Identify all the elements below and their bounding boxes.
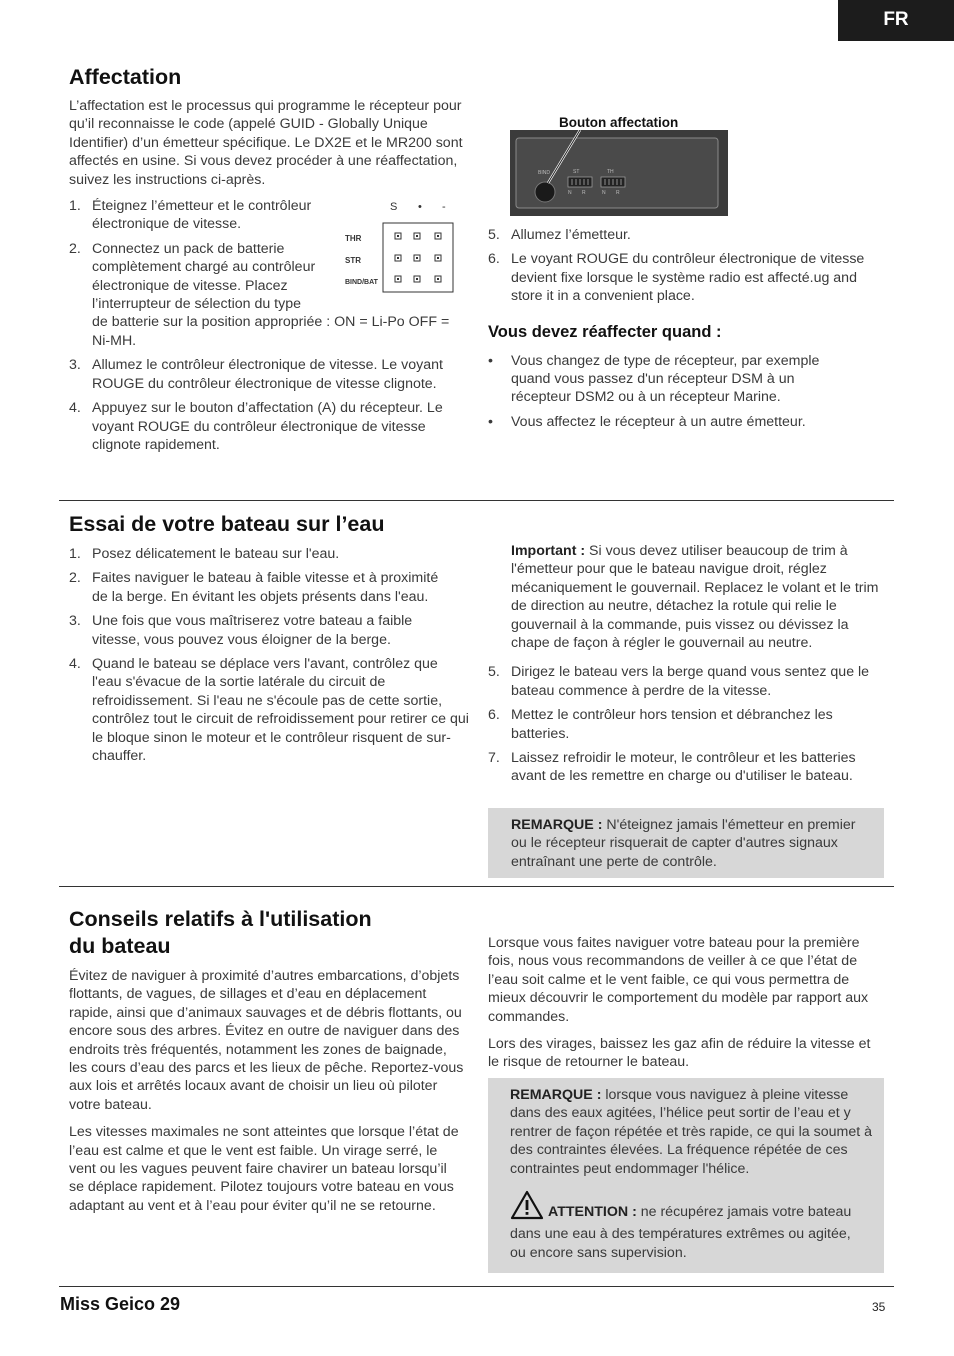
affectation-intro: L’affectation est le processus qui programme le récepteur pour qu’il reconnaisse le code (appelé GUID - Globally Unique Identifier) d’un émetteur spécifique. Le DX2E et le MR200 sont affectés en usine. Si vous devez procéder à une réaffectation, suivez les instructions ci-après. [69, 98, 463, 188]
list-item: • Vous affectez le récepteur à un autre émetteur. [488, 413, 806, 430]
switch-header-dot: • [418, 201, 422, 213]
attention-paragraph: ATTENTION : ne récupérez jamais votre bateau dans une eau à des températures extrêmes ou agitée, ou encore sans supervision. [510, 1190, 880, 1262]
list-item: 5. Dirigez le bateau vers la berge quand vous sentez que le bateau commence à perdre de la vitesse. [488, 664, 870, 699]
affectation-steps-right [488, 226, 888, 306]
section-divider [59, 886, 894, 887]
section-title-affectation: Affectation [69, 65, 182, 89]
receiver-graphic [510, 130, 728, 216]
rebind-list [488, 352, 888, 432]
conseils-right-column [488, 934, 884, 1081]
list-item: 1. Posez délicatement le bateau sur l'eau. [69, 546, 340, 562]
list-item: • Vous changez de type de récepteur, par exemple quand vous passez d'un récepteur DSM à un récepteur DSM2 ou à un récepteur Marine. [488, 352, 820, 406]
list-item: 6. Mettez le contrôleur hors tension et débranchez les batteries. [488, 707, 833, 742]
list-item: 4. Quand le bateau se déplace vers l'avant, contrôlez que l'eau s'évacue de la sortie latérale du circuit de refroidissement. Si l'eau ne s'écoule pas de cette sortie, contrôlez tout le circuit de refroidissement pour retirer ce qui le bloque sinon le moteur et le contrôleur risquent de sur-chauffer. [69, 656, 469, 765]
footer-product-title: Miss Geico 29 [60, 1294, 181, 1314]
receiver-st-text: ST [573, 169, 580, 175]
essai-steps-right [488, 663, 888, 785]
list-item: 3. Une fois que vous maîtriserez votre bateau a faible vitesse, vous pouvez vous éloigner de la berge. [69, 613, 413, 648]
list-item: 3. Allumez le contrôleur électronique de vitesse. Le voyant ROUGE du contrôleur électronique de vitesse clignote. [69, 357, 443, 392]
receiver-bind-text: BIND [538, 170, 550, 176]
list-item: 6. Le voyant ROUGE du contrôleur électronique de vitesse devient fixe lorsque le système radio est affecté.ug and store it in a convenient place. [488, 251, 865, 305]
conseils-left-column [69, 967, 465, 1224]
language-label: FR [883, 9, 909, 31]
receiver-figure-label: Bouton affectation [559, 115, 679, 130]
rebind-subtitle: Vous devez réaffecter quand : [488, 322, 722, 341]
receiver-r2-text: R [616, 190, 620, 196]
switch-diagram-graphic [342, 196, 457, 296]
remarque-paragraph: REMARQUE : lorsque vous naviguez à pleine vitesse dans des eaux agitées, l’hélice peut sortir de l’eau et y rentrer de façon répétée et très rapide, ce qui la soumet à des contraintes élevées. La fréquence répétée de ces contraintes peut endommager l'hélice. [510, 1087, 872, 1177]
list-item: 2. Faites naviguer le bateau à faible vitesse et à proximité de la berge. En évitant les objets présents dans l'eau. [69, 570, 439, 605]
switch-header-s: S [390, 201, 398, 213]
switch-row-thr: THR [345, 234, 362, 243]
section-title-conseils: Conseils relatifs à l'utilisation du bateau [69, 907, 372, 958]
switch-row-bind: BIND/BAT [345, 279, 378, 286]
conseils-paragraph-4: Lors des virages, baissez les gaz afin de réduire la vitesse et le risque de retourner le bateau. [488, 1036, 871, 1071]
conseils-paragraph-2: Les vitesses maximales ne sont atteintes que lorsque l’état de l’eau est calme et que le vent est faible. Un virage serré, le vent ou les vagues peuvent faire chavirer un bateau lorsqu’il se déplace rapidement. Pilotez toujours votre bateau en vous adaptant au vent et à l’eau pour éviter qu’il ne se retourne. [69, 1124, 459, 1214]
essai-left-column [69, 545, 469, 771]
list-item-continuation: de batterie sur la position appropriée : ON = Li-Po OFF = Ni-MH. [92, 314, 450, 349]
list-item: 5. Allumez l’émetteur. [488, 227, 631, 243]
receiver-n2-text: N [602, 190, 606, 196]
list-item: 7. Laissez refroidir le moteur, le contrôleur et les batteries avant de les remettre en charge ou d'utiliser le bateau. [488, 750, 856, 785]
list-item: 1. Éteignez l’émetteur et le contrôleur électronique de vitesse. [69, 198, 312, 233]
footer-divider [59, 1286, 894, 1287]
receiver-figure [510, 130, 728, 216]
receiver-r1-text: R [582, 190, 586, 196]
list-item: 2. Connectez un pack de batterie complètement chargé au contrôleur électronique de vitesse. Placez l’interrupteur de sélection du type [69, 240, 316, 313]
conseils-paragraph-3: Lorsque vous faites naviguer votre bateau pour la première fois, nous vous recommandons de veiller à ce que l’état de l’eau soit calme et le vent faible, ce qui vous permettra de mieux découvrir le comportement du modèle par rapport aux commandes. [488, 935, 869, 1025]
page-number: 35 [872, 1300, 886, 1314]
section-title-essai: Essai de votre bateau sur l’eau [69, 512, 385, 536]
conseils-paragraph-1: Évitez de naviguer à proximité d’autres embarcations, d’objets flottants, de vagues, de sillages et d’eau en déplacement rapide, ainsi que d’animaux sauvages et de débris flottants, ou encore sous des arbres. Évitez en outre de naviguer dans des endroits très fréquentés, notamment les zones de baignade, les cours d’eau des parcs et les lieux de pêche. Reportez-vous aux lois et arrêtés locaux avant de choisir un lieu où piloter votre bateau. [69, 968, 464, 1113]
remarque-attention-box [488, 1078, 884, 1273]
language-tab [838, 0, 954, 41]
receiver-th-text: TH [607, 169, 614, 175]
receiver-n1-text: N [568, 190, 572, 196]
warning-icon [510, 1190, 544, 1225]
switch-header-dash: - [442, 201, 446, 213]
essai-right-column [488, 542, 888, 792]
switch-row-str: STR [345, 256, 361, 265]
switch-diagram [342, 196, 457, 296]
remarque-note: REMARQUE : N'éteignez jamais l'émetteur en premier ou le récepteur risquerait de capter d'autres signaux entraînant une perte de contrôle. [488, 808, 884, 878]
essai-steps [69, 545, 469, 765]
section-divider [59, 500, 894, 501]
important-paragraph: Important : Si vous devez utiliser beaucoup de trim à l'émetteur pour que le bateau navigue droit, réglez mécaniquement le gouvernail. Replacez le volant et le trim de direction au neutre, détachez la rotule qui relie le gouvernail à la commande, puis vissez ou dévissez la chape de façon à régler le gouvernail au neutre. [511, 543, 879, 652]
affectation-right-column [488, 226, 888, 437]
list-item: 4. Appuyez sur le bouton d’affectation (A) du récepteur. Le voyant ROUGE du contrôleur électronique de vitesse clignote rapidement. [69, 400, 443, 453]
